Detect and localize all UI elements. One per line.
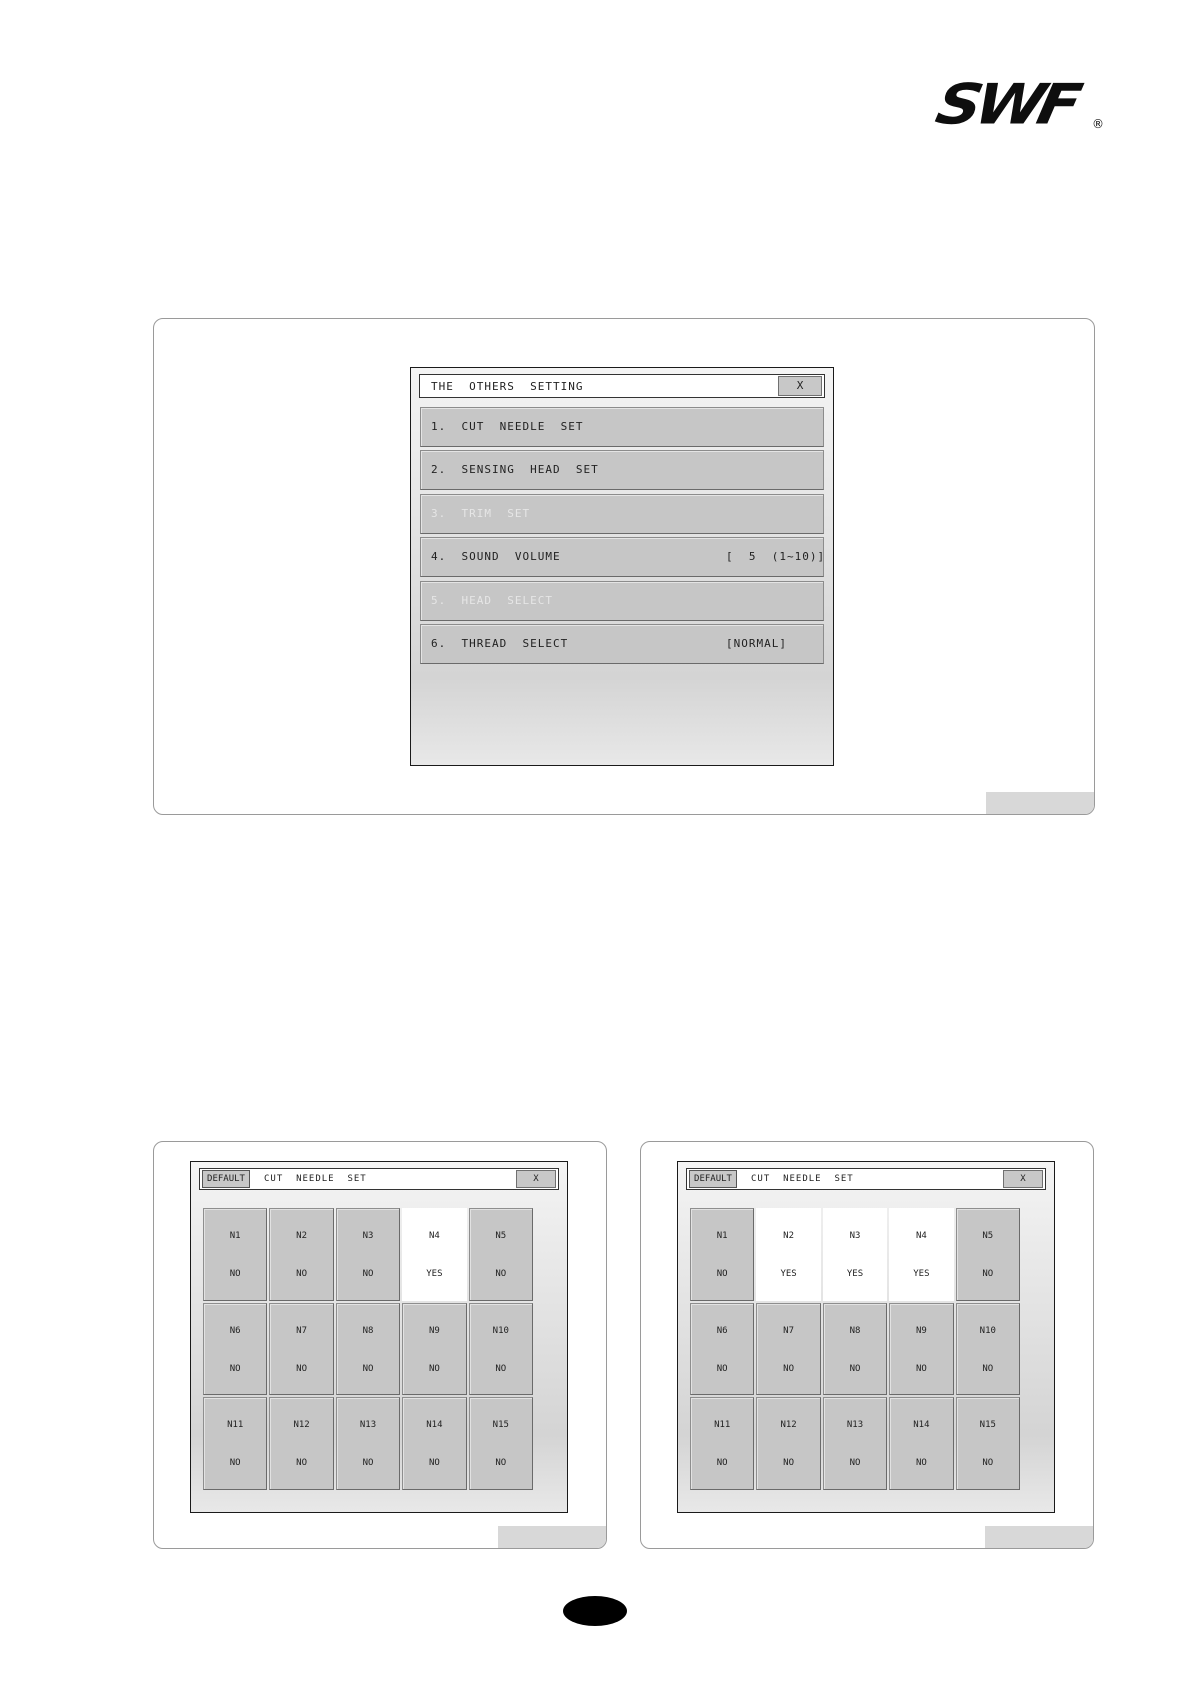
needle-state: NO — [716, 1269, 728, 1279]
dialog-titlebar — [199, 1168, 559, 1190]
needle-grid — [690, 1208, 1020, 1490]
needle-button-n8[interactable] — [336, 1303, 400, 1396]
needle-state: NO — [296, 1269, 308, 1279]
dialog-title: CUT NEEDLE SET — [264, 1174, 367, 1184]
menu-item-label: 3. TRIM SET — [431, 507, 531, 520]
needle-state: NO — [915, 1458, 927, 1469]
needle-id: N7 — [783, 1325, 795, 1336]
figure-cut-needle-set-left — [153, 1141, 607, 1549]
needle-state: NO — [428, 1363, 440, 1374]
needle-id: N1 — [229, 1231, 241, 1241]
menu-item-sensing-head-set[interactable] — [420, 450, 824, 490]
menu-item-head-select — [420, 581, 824, 621]
needle-state: NO — [296, 1458, 308, 1469]
dialog-title: THE OTHERS SETTING — [431, 380, 584, 393]
page-number-badge — [563, 1596, 627, 1626]
registered-mark: ® — [1092, 117, 1104, 131]
menu-item-value: [ 5 (1~10)] — [726, 550, 826, 563]
needle-id: N10 — [979, 1325, 996, 1336]
needle-button-n1[interactable] — [690, 1208, 754, 1301]
default-button[interactable]: DEFAULT — [202, 1170, 250, 1188]
close-button[interactable]: X — [1003, 1170, 1043, 1188]
needle-button-n14[interactable] — [889, 1397, 953, 1490]
needle-state: NO — [783, 1363, 795, 1374]
needle-state: YES — [426, 1269, 443, 1279]
needle-button-n12[interactable] — [756, 1397, 820, 1490]
menu-item-label: 6. THREAD SELECT — [431, 637, 569, 650]
dialog-titlebar — [686, 1168, 1046, 1190]
needle-button-n1[interactable] — [203, 1208, 267, 1301]
needle-id: N6 — [716, 1325, 728, 1336]
needle-state: NO — [495, 1458, 507, 1469]
needle-id: N5 — [982, 1231, 994, 1241]
menu-item-value: [NORMAL] — [726, 637, 787, 650]
needle-id: N15 — [979, 1420, 996, 1431]
needle-id: N6 — [229, 1325, 241, 1336]
needle-button-n7[interactable] — [756, 1303, 820, 1396]
needle-button-n9[interactable] — [402, 1303, 466, 1396]
needle-id: N13 — [846, 1420, 864, 1431]
needle-state: NO — [229, 1363, 241, 1374]
needle-button-n15[interactable] — [469, 1397, 533, 1490]
needle-button-n4[interactable] — [889, 1208, 953, 1301]
needle-state: NO — [296, 1363, 308, 1374]
needle-id: N8 — [362, 1325, 374, 1336]
needle-id: N11 — [227, 1420, 244, 1431]
needle-id: N3 — [849, 1231, 861, 1241]
menu-item-trim-set — [420, 494, 824, 534]
needle-id: N9 — [428, 1325, 440, 1336]
needle-button-n12[interactable] — [269, 1397, 333, 1490]
needle-id: N3 — [362, 1231, 374, 1241]
menu-item-label: 4. SOUND VOLUME — [431, 550, 561, 563]
cut-needle-set-dialog — [677, 1161, 1055, 1513]
menu-item-sound-volume[interactable] — [420, 537, 824, 577]
needle-button-n13[interactable] — [823, 1397, 887, 1490]
needle-button-n8[interactable] — [823, 1303, 887, 1396]
needle-state: NO — [849, 1363, 861, 1374]
needle-id: N10 — [492, 1325, 509, 1336]
dialog-title: CUT NEEDLE SET — [751, 1174, 854, 1184]
needle-button-n6[interactable] — [203, 1303, 267, 1396]
needle-button-n14[interactable] — [402, 1397, 466, 1490]
needle-button-n2[interactable] — [269, 1208, 333, 1301]
needle-button-n7[interactable] — [269, 1303, 333, 1396]
needle-button-n10[interactable] — [956, 1303, 1020, 1396]
needle-id: N13 — [359, 1420, 377, 1431]
needle-button-n6[interactable] — [690, 1303, 754, 1396]
needle-button-n10[interactable] — [469, 1303, 533, 1396]
logo-text: SWF — [930, 71, 1082, 138]
needle-id: N12 — [780, 1420, 797, 1431]
needle-button-n15[interactable] — [956, 1397, 1020, 1490]
needle-id: N9 — [915, 1325, 927, 1336]
figure-tab — [985, 1526, 1093, 1548]
needle-state: NO — [229, 1269, 241, 1279]
needle-button-n13[interactable] — [336, 1397, 400, 1490]
needle-state: YES — [780, 1269, 797, 1279]
needle-state: YES — [913, 1269, 930, 1279]
dialog-titlebar — [419, 374, 825, 398]
needle-id: N14 — [913, 1420, 930, 1431]
menu-item-thread-select[interactable] — [420, 624, 824, 664]
needle-id: N7 — [296, 1325, 308, 1336]
needle-state: NO — [495, 1269, 507, 1279]
menu-item-label: 5. HEAD SELECT — [431, 594, 553, 607]
needle-button-n5[interactable] — [956, 1208, 1020, 1301]
figure-tab — [986, 792, 1094, 814]
needle-id: N8 — [849, 1325, 861, 1336]
needle-button-n11[interactable] — [203, 1397, 267, 1490]
needle-button-n5[interactable] — [469, 1208, 533, 1301]
needle-id: N15 — [492, 1420, 509, 1431]
cut-needle-set-dialog — [190, 1161, 568, 1513]
needle-state: NO — [495, 1363, 507, 1374]
needle-id: N4 — [428, 1231, 440, 1241]
figure-others-setting — [153, 318, 1095, 815]
needle-state: NO — [849, 1458, 861, 1469]
swf-logo — [930, 71, 1104, 138]
needle-grid — [203, 1208, 533, 1490]
needle-state: NO — [783, 1458, 795, 1469]
needle-button-n9[interactable] — [889, 1303, 953, 1396]
needle-id: N11 — [714, 1420, 731, 1431]
needle-state: YES — [846, 1269, 864, 1279]
menu-item-cut-needle-set[interactable] — [420, 407, 824, 447]
menu-item-label: 1. CUT NEEDLE SET — [431, 420, 584, 433]
needle-state: NO — [428, 1458, 440, 1469]
needle-state: NO — [915, 1363, 927, 1374]
needle-state: NO — [229, 1458, 241, 1469]
figure-cut-needle-set-right — [640, 1141, 1094, 1549]
figure-tab — [498, 1526, 606, 1548]
others-setting-dialog — [410, 367, 834, 766]
needle-state: NO — [362, 1363, 374, 1374]
needle-id: N12 — [293, 1420, 310, 1431]
close-button[interactable]: X — [778, 376, 822, 396]
needle-id: N5 — [495, 1231, 507, 1241]
needle-button-n3[interactable] — [823, 1208, 887, 1301]
needle-state: NO — [982, 1458, 994, 1469]
default-button[interactable]: DEFAULT — [689, 1170, 737, 1188]
needle-id: N4 — [915, 1231, 927, 1241]
menu-item-label: 2. SENSING HEAD SET — [431, 463, 599, 476]
needle-id: N2 — [296, 1231, 308, 1241]
needle-id: N1 — [716, 1231, 728, 1241]
needle-state: NO — [362, 1269, 374, 1279]
close-button[interactable]: X — [516, 1170, 556, 1188]
needle-button-n11[interactable] — [690, 1397, 754, 1490]
needle-button-n2[interactable] — [756, 1208, 820, 1301]
needle-id: N2 — [783, 1231, 795, 1241]
needle-state: NO — [716, 1458, 728, 1469]
needle-button-n3[interactable] — [336, 1208, 400, 1301]
needle-state: NO — [362, 1458, 374, 1469]
needle-state: NO — [982, 1269, 994, 1279]
needle-button-n4[interactable] — [402, 1208, 466, 1301]
needle-id: N14 — [426, 1420, 443, 1431]
needle-state: NO — [716, 1363, 728, 1374]
needle-state: NO — [982, 1363, 994, 1374]
